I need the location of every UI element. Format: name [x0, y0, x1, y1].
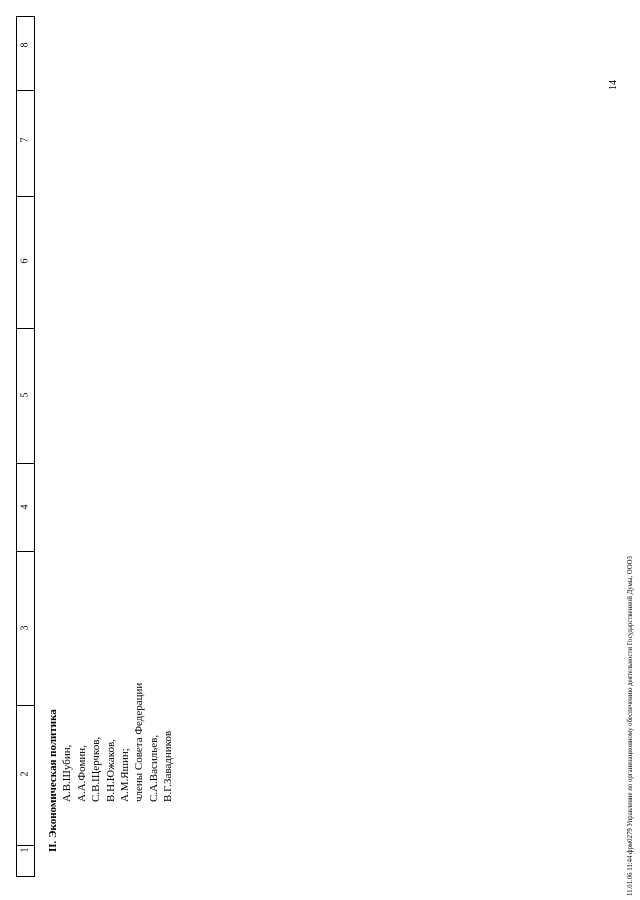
section-title: II. Экономическая политика: [47, 709, 59, 852]
list-item: А.А.Фомин,: [75, 745, 88, 802]
column-divider: [16, 328, 35, 329]
list-item: А.М.Яшин;: [119, 748, 132, 802]
column-number-4: 4: [19, 504, 31, 510]
list-item: А.В.Шубин,: [61, 744, 74, 802]
column-number-8: 8: [19, 42, 31, 48]
page-number: 14: [608, 80, 619, 90]
list-item: С.А.Васильев,: [147, 734, 160, 802]
column-number-2: 2: [19, 771, 31, 777]
list-item: В.Н.Южаков,: [104, 739, 117, 802]
column-divider: [16, 705, 35, 706]
column-number-3: 3: [19, 625, 31, 631]
list-item: члены Совета Федерации: [133, 682, 146, 802]
column-number-5: 5: [19, 392, 31, 398]
column-number-1: 1: [19, 847, 31, 853]
column-divider: [16, 196, 35, 197]
column-divider: [16, 551, 35, 552]
section-content: [46, 552, 186, 852]
column-divider: [16, 463, 35, 464]
column-number-7: 7: [19, 137, 31, 143]
list-item: С.В.Щерчков,: [90, 736, 103, 802]
column-divider: [16, 90, 35, 91]
footer-text: 11.01.06 11:44 фрм0279 Управление по организационному обеспечению деятельности Государственной Думы, ООО3: [627, 556, 634, 896]
member-list: [60, 552, 175, 852]
column-number-6: 6: [19, 258, 31, 264]
list-item: В.Г.Завадников: [162, 730, 175, 802]
